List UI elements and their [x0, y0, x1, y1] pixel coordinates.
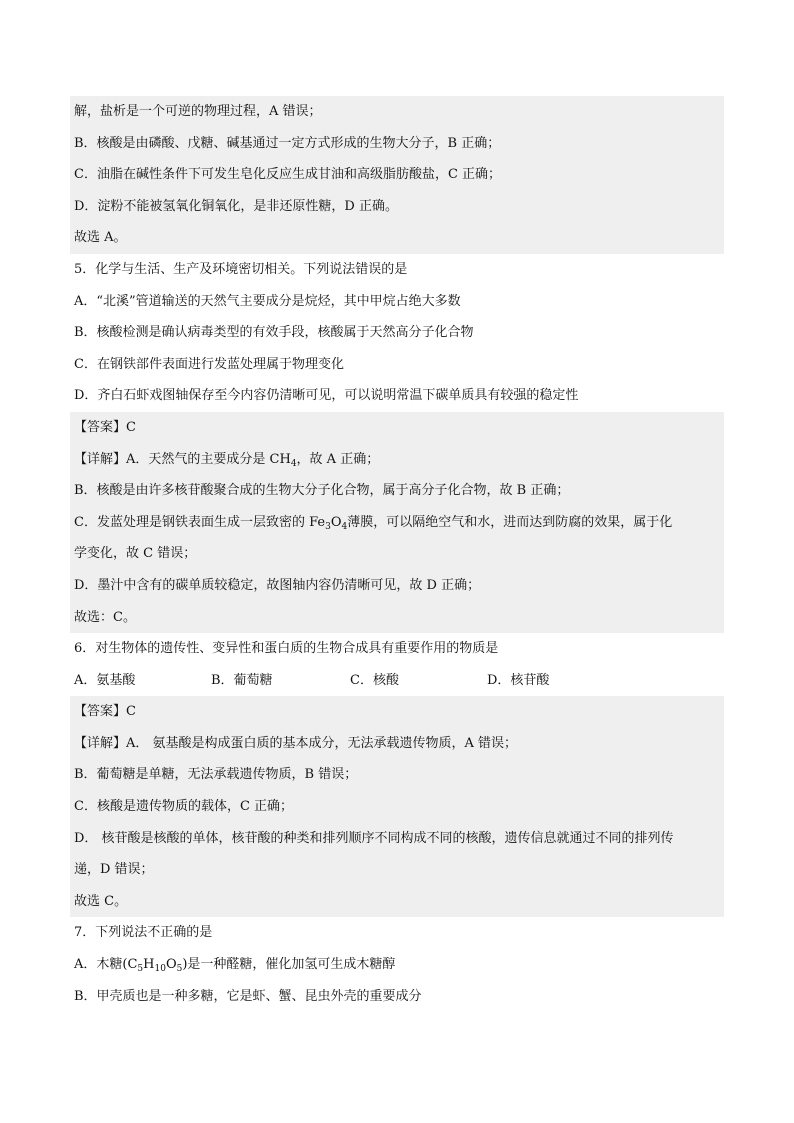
question-5-option-d: D．齐白石虾戏图轴保存至今内容仍清晰可见，可以说明常温下碳单质具有较强的稳定性 — [74, 388, 579, 404]
explanation-line: B．核酸是由许多核苷酸聚合成的生物大分子化合物，属于高分子化合物，故 B 正确； — [70, 475, 724, 507]
text-line: D．淀粉不能被氢氧化铜氧化，是非还原性糖，D 正确。 — [70, 191, 724, 223]
explanation-line: D． 核苷酸是核酸的单体，核苷酸的种类和排列顺序不同构成不同的核酸，遗传信息就通过不同的排列传 — [70, 823, 724, 855]
explanation-line: B．葡萄糖是单糖，无法承载遗传物质，B 错误； — [70, 759, 724, 791]
question-6-stem: 6．对生物体的遗传性、变异性和蛋白质的生物合成具有重要作用的物质是 — [74, 641, 499, 657]
question-7-option-b: B．甲壳质也是一种多糖，它是虾、蟹、昆虫外壳的重要成分 — [74, 988, 422, 1004]
option-c: C．核酸 — [350, 672, 399, 688]
explanation-line: 学变化，故 C 错误； — [70, 538, 724, 570]
question-7-option-a: A．木糖$(C_5H_{10}O_5)$是一种醛糖，催化加氢可生成木糖醇 — [74, 957, 396, 975]
conclusion-line: 故选 A。 — [70, 222, 724, 254]
text-line: 解，盐析是一个可逆的物理过程，A 错误； — [70, 96, 724, 128]
question-5-option-b: B．核酸检测是确认病毒类型的有效手段，核酸属于天然高分子化合物 — [74, 325, 474, 341]
question-5-stem: 5．化学与生活、生产及环境密切相关。下列说法错误的是 — [74, 261, 408, 277]
explanation-line: C．发蓝处理是钢铁表面生成一层致密的 $Fe_3O_4$薄膜，可以隔绝空气和水，进而达到防腐的效果，属于化 — [70, 507, 724, 539]
text-line: B．核酸是由磷酸、戊糖、碱基通过一定方式形成的生物大分子，B 正确； — [70, 128, 724, 160]
explanation-line: 【详解】A．天然气的主要成分是 $CH_4$，故 A 正确； — [70, 444, 724, 476]
option-d: D．核苷酸 — [487, 672, 550, 688]
document-page — [70, 96, 724, 1012]
question-5-option-a: A．“北溪”管道输送的天然气主要成分是烷烃，其中甲烷占绝大多数 — [74, 293, 461, 309]
explanation-line: C．核酸是遗传物质的载体，C 正确； — [70, 791, 724, 823]
conclusion-line: 故选 C。 — [70, 886, 724, 918]
question-7-stem: 7．下列说法不正确的是 — [74, 925, 213, 941]
answer-line: 【答案】C — [70, 412, 724, 444]
option-a: A．氨基酸 — [74, 672, 136, 688]
option-b: B．葡萄糖 — [211, 672, 273, 688]
question-6-options — [70, 665, 724, 697]
explanation-line: 递，D 错误； — [70, 854, 724, 886]
explanation-line: D．墨汁中含有的碳单质较稳定，故图轴内容仍清晰可见，故 D 正确； — [70, 570, 724, 602]
text-line: C．油脂在碱性条件下可发生皂化反应生成甘油和高级脂肪酸盐，C 正确； — [70, 159, 724, 191]
conclusion-line: 故选：C。 — [70, 602, 724, 634]
answer-line: 【答案】C — [70, 696, 724, 728]
question-5-option-c: C．在钢铁部件表面进行发蓝处理属于物理变化 — [74, 356, 344, 372]
explanation-line: 【详解】A． 氨基酸是构成蛋白质的基本成分，无法承载遗传物质，A 错误； — [70, 728, 724, 760]
